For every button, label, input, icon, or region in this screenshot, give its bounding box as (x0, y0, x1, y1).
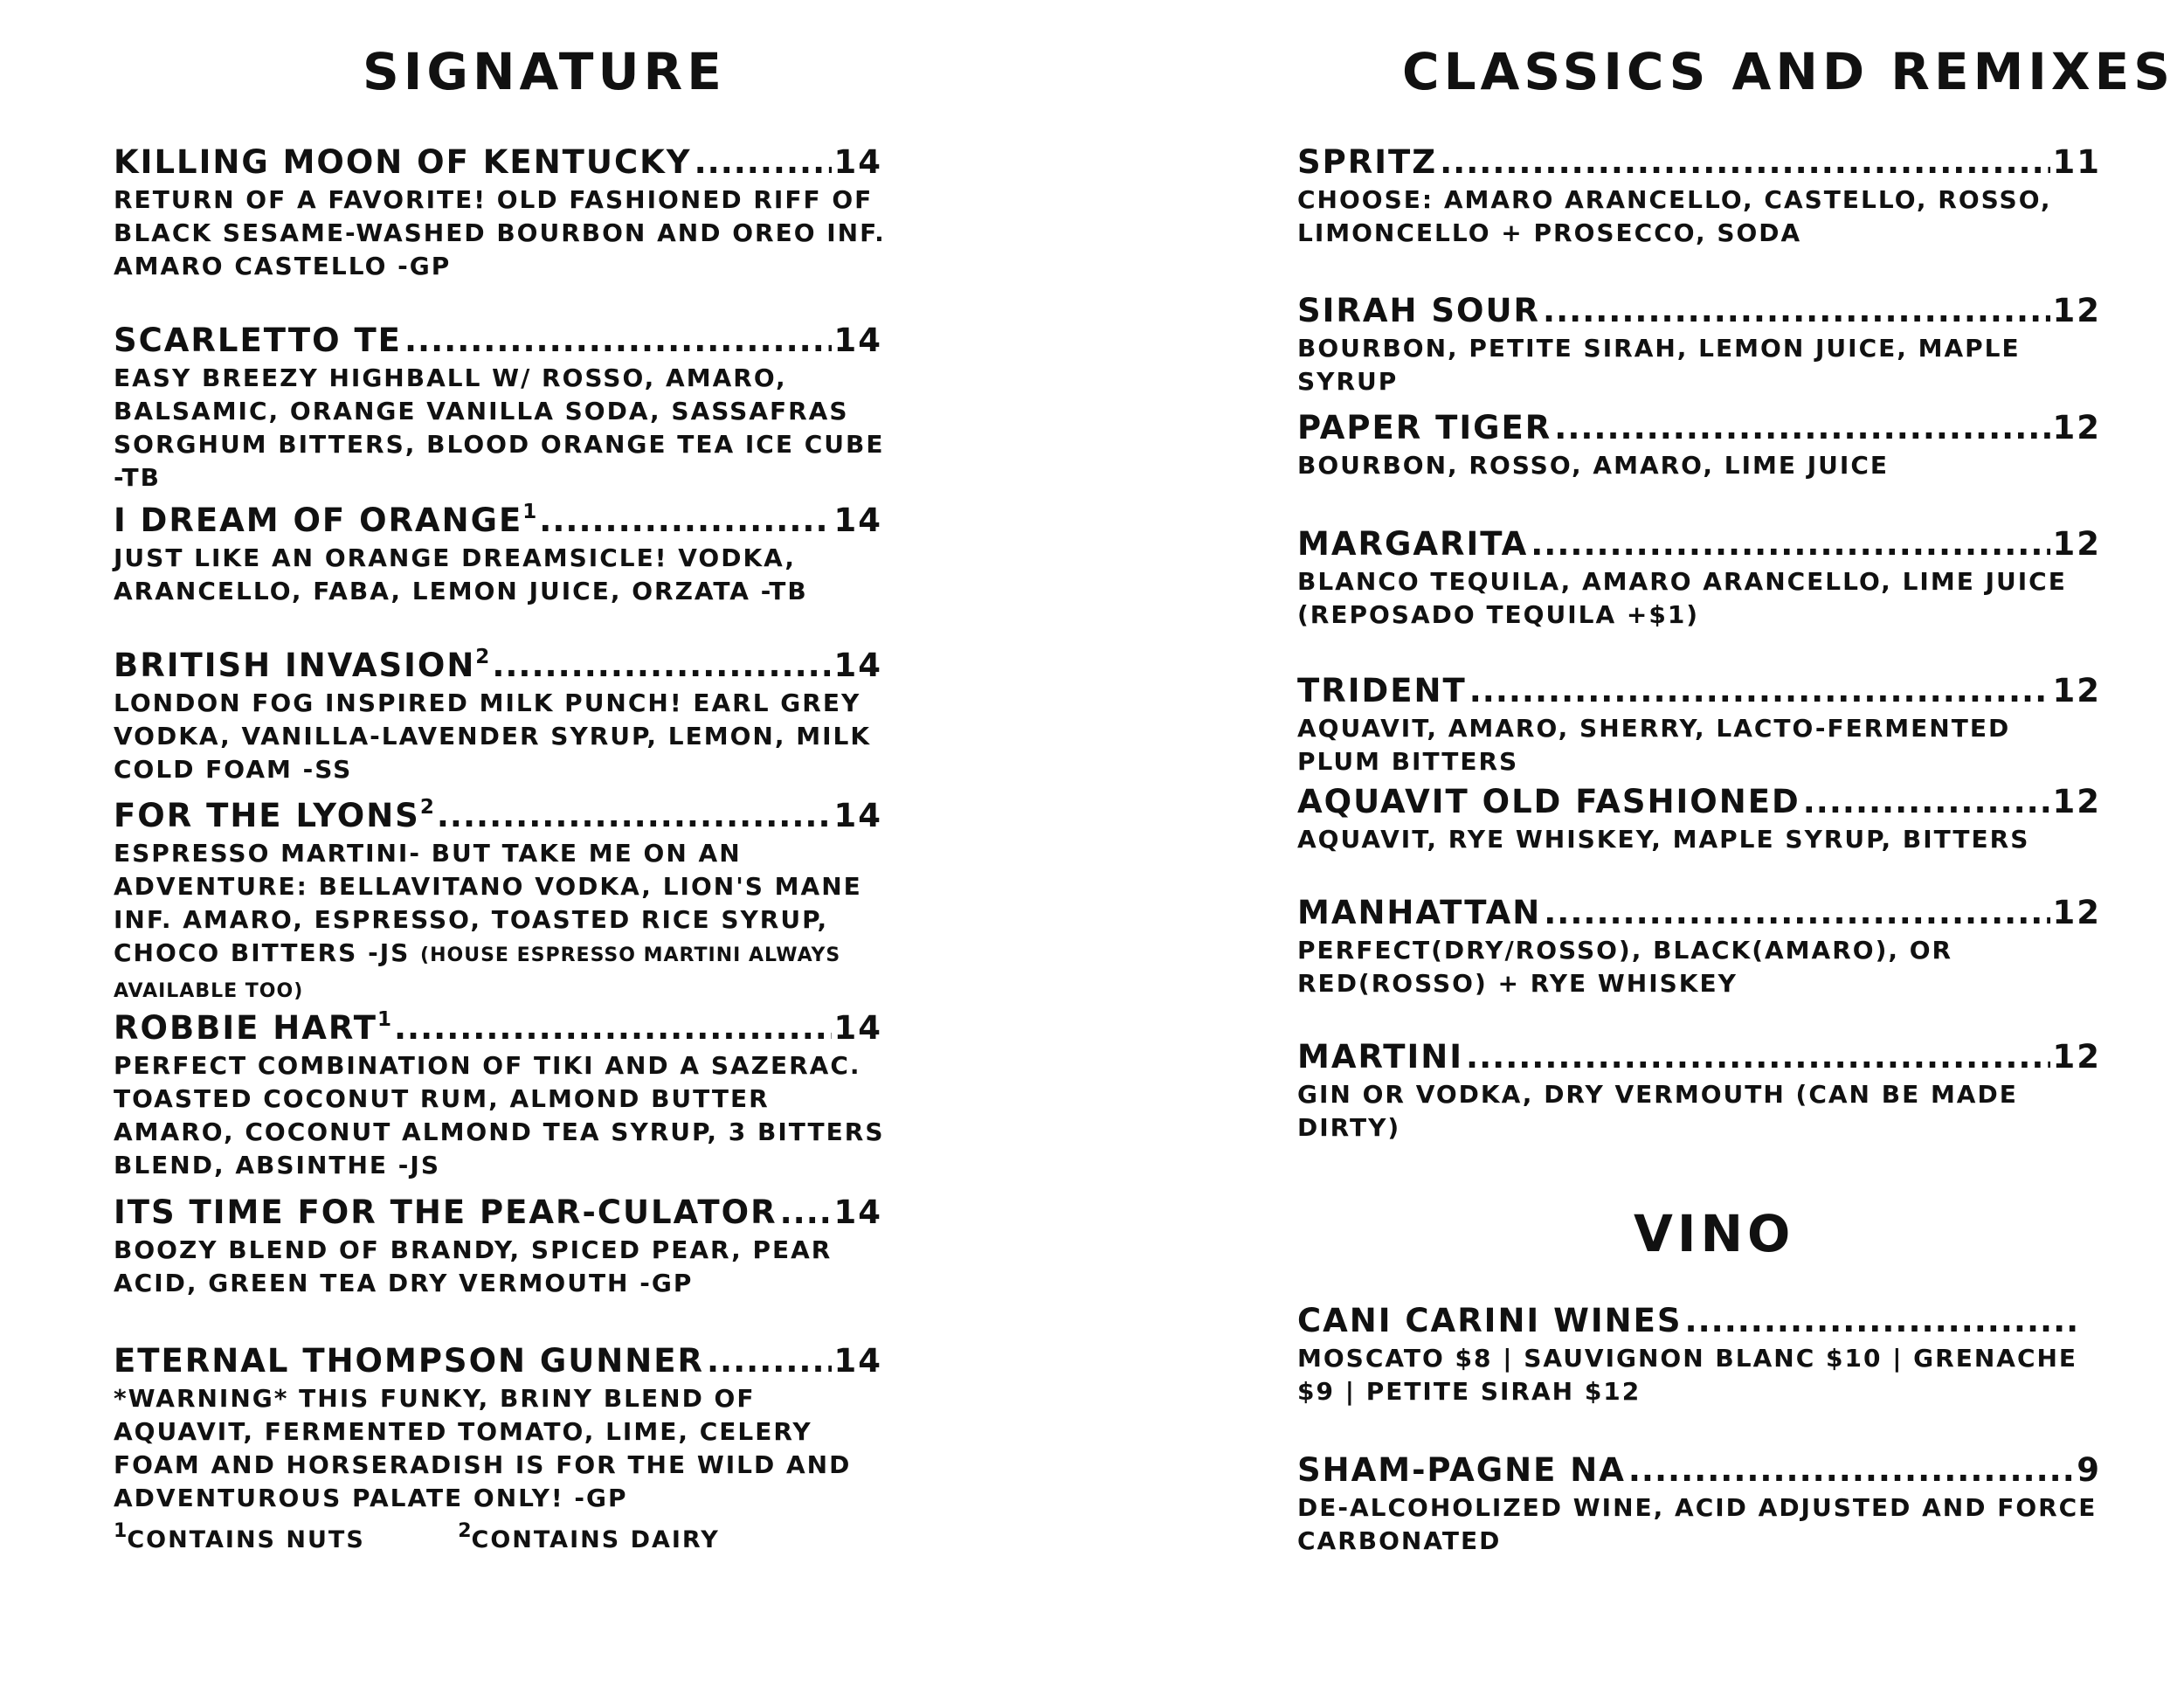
menu-item (1297, 1038, 2101, 1145)
item-heading (114, 143, 882, 182)
dot-leader (1466, 1038, 2049, 1076)
item-heading (1297, 1038, 2101, 1076)
item-description: BOURBON, PETITE SIRAH, LEMON JUICE, MAPLE SYRUP (1297, 334, 2021, 396)
item-name: SIRAH SOUR (1297, 292, 1541, 329)
item-description: AQUAVIT, RYE WHISKEY, MAPLE SYRUP, BITTERS (1297, 825, 2030, 854)
item-heading (1297, 894, 2101, 932)
dot-leader (394, 1009, 832, 1048)
dot-leader (492, 647, 831, 685)
dot-leader (780, 1193, 832, 1232)
item-note: (HOUSE ESPRESSO MARTINI ALWAYS AVAILABLE TOO) (114, 944, 841, 1002)
footnote-nuts: $^1$CONTAINS NUTS (114, 1520, 365, 1553)
item-price: 14 (833, 1193, 882, 1231)
item-price: 12 (2052, 409, 2101, 446)
menu-item (1297, 525, 2101, 632)
item-description: PERFECT COMBINATION OF TIKI AND A SAZERAC. TOASTED COCONUT RUM, ALMOND BUTTER AMARO, COCONUT ALMOND TEA SYRUP, 3 BITTERS BLEND, ABSINTHE -JS (114, 1051, 885, 1180)
dot-leader (1531, 525, 2049, 564)
item-description: LONDON FOG INSPIRED MILK PUNCH! EARL GREY VODKA, VANILLA-LAVENDER SYRUP, LEMON, MILK COLD FOAM -SS (114, 688, 872, 784)
item-price: 14 (833, 1342, 882, 1380)
item-heading (114, 1342, 882, 1380)
footnote-marker: 1 (377, 1008, 391, 1031)
item-price: 14 (833, 502, 882, 539)
item-name: TRIDENT (1297, 672, 1467, 709)
item-price: 14 (833, 797, 882, 834)
dot-leader (1543, 292, 2049, 330)
menu-item (1297, 1302, 2079, 1408)
item-description: *WARNING* THIS FUNKY, BRINY BLEND OF AQUAVIT, FERMENTED TOMATO, LIME, CELERY FOAM AND HORSERADISH IS FOR THE WILD AND ADVENTUROUS PALATE ONLY! -GP (114, 1384, 852, 1512)
item-description: ESPRESSO MARTINI- BUT TAKE ME ON AN ADVENTURE: BELLAVITANO VODKA, LION'S MANE INF. AMARO, ESPRESSO, TOASTED RICE SYRUP, CHOCO BITTERS -JS (HOUSE ESPRESSO MARTINI ALWAYS AVAILABLE TOO) (114, 839, 862, 1002)
item-name: SCARLETTO TE (114, 322, 402, 359)
menu-item (114, 502, 882, 608)
footnotes (114, 1520, 720, 1553)
item-heading (1297, 1451, 2101, 1490)
item-description: MOSCATO $8 | SAUVIGNON BLANC $10 | GRENACHE $9 | PETITE SIRAH $12 (1297, 1344, 2078, 1406)
dot-leader (1803, 783, 2050, 821)
item-price: 12 (2052, 292, 2101, 329)
classics-title: CLASSICS AND REMIXES (1402, 42, 2174, 101)
item-description: DE-ALCOHOLIZED WINE, ACID ADJUSTED AND FORCE CARBONATED (1297, 1493, 2098, 1555)
dot-leader (695, 143, 832, 182)
item-name: PAPER TIGER (1297, 409, 1552, 446)
item-price: 12 (2052, 525, 2101, 563)
dot-leader (1544, 894, 2049, 932)
item-heading (1297, 143, 2101, 182)
item-heading (1297, 292, 2101, 330)
item-description: BOOZY BLEND OF BRANDY, SPICED PEAR, PEAR ACID, GREEN TEA DRY VERMOUTH -GP (114, 1235, 833, 1297)
item-price: 12 (2052, 894, 2101, 931)
item-name: SHAM-PAGNE NA (1297, 1451, 1626, 1489)
item-name: ROBBIE HART$^1$ (114, 1008, 391, 1047)
item-description: GIN OR VODKA, DRY VERMOUTH (CAN BE MADE DIRTY) (1297, 1080, 2018, 1142)
footnote-marker: 2 (475, 646, 490, 668)
menu-item (114, 797, 882, 1008)
menu-item (1297, 1451, 2101, 1558)
menu-item (1297, 409, 2101, 482)
item-heading (1297, 1302, 2079, 1340)
item-name: AQUAVIT OLD FASHIONED (1297, 783, 1800, 820)
dot-leader (437, 797, 832, 835)
menu-item (114, 1193, 882, 1300)
item-description: JUST LIKE AN ORANGE DREAMSICLE! VODKA, ARANCELLO, FABA, LEMON JUICE, ORZATA -TB (114, 543, 808, 605)
dot-leader (539, 502, 831, 540)
item-price: 14 (833, 1009, 882, 1047)
menu-item (1297, 292, 2101, 398)
item-price: 9 (2077, 1451, 2101, 1489)
dot-leader (1440, 143, 2049, 182)
item-name: BRITISH INVASION$^2$ (114, 646, 490, 684)
dot-leader (707, 1342, 832, 1380)
vino-title: VINO (1634, 1204, 1795, 1263)
item-description: BOURBON, ROSSO, AMARO, LIME JUICE (1297, 451, 1889, 480)
menu-item (1297, 143, 2101, 250)
menu-item (1297, 894, 2101, 1000)
dot-leader (1685, 1302, 2077, 1340)
item-price: 14 (833, 143, 882, 181)
item-name: MANHATTAN (1297, 894, 1542, 931)
dot-leader (1554, 409, 2049, 447)
item-name: MARTINI (1297, 1038, 1464, 1076)
dot-leader (1628, 1451, 2074, 1490)
item-heading (114, 647, 882, 685)
item-heading (114, 322, 882, 360)
item-name: CANI CARINI WINES (1297, 1302, 1683, 1339)
dot-leader (404, 322, 832, 360)
item-name: MARGARITA (1297, 525, 1529, 563)
item-price: 12 (2052, 1038, 2101, 1076)
item-description: RETURN OF A FAVORITE! OLD FASHIONED RIFF OF BLACK SESAME-WASHED BOURBON AND OREO INF. AMARO CASTELLO -GP (114, 185, 886, 280)
item-name: ETERNAL THOMPSON GUNNER (114, 1342, 704, 1380)
item-price: 14 (833, 647, 882, 684)
item-price: 12 (2052, 672, 2101, 709)
item-heading (114, 797, 882, 835)
signature-title: SIGNATURE (363, 42, 726, 101)
item-heading (1297, 672, 2101, 710)
item-heading (1297, 783, 2101, 821)
item-description: BLANCO TEQUILA, AMARO ARANCELLO, LIME JUICE (REPOSADO TEQUILA +$1) (1297, 567, 2067, 629)
menu-item (114, 647, 882, 786)
menu-item (1297, 783, 2101, 856)
menu-item (114, 1008, 885, 1182)
menu-item (114, 143, 886, 283)
footnote-marker: 2 (419, 796, 434, 819)
item-heading (1297, 409, 2101, 447)
item-heading (114, 502, 882, 540)
item-description: CHOOSE: AMARO ARANCELLO, CASTELLO, ROSSO, LIMONCELLO + PROSECCO, SODA (1297, 185, 2052, 247)
menu-item (1297, 672, 2101, 778)
menu-item (114, 322, 885, 495)
footnote-marker: 1 (522, 501, 537, 523)
item-description: AQUAVIT, AMARO, SHERRY, LACTO-FERMENTED PLUM BITTERS (1297, 714, 2011, 776)
item-heading (114, 1193, 882, 1232)
item-price: 11 (2052, 143, 2101, 181)
item-price: 12 (2052, 783, 2101, 820)
item-name: ITS TIME FOR THE PEAR-CULATOR (114, 1193, 778, 1231)
menu-item (114, 1342, 882, 1515)
item-name: I DREAM OF ORANGE$^1$ (114, 501, 537, 539)
item-heading (114, 1009, 882, 1048)
item-description: EASY BREEZY HIGHBALL W/ ROSSO, AMARO, BALSAMIC, ORANGE VANILLA SODA, SASSAFRAS SORGHUM BITTERS, BLOOD ORANGE TEA ICE CUBE -TB (114, 363, 885, 492)
dot-leader (1469, 672, 2050, 710)
item-name: KILLING MOON OF KENTUCKY (114, 143, 692, 181)
item-name: FOR THE LYONS$^2$ (114, 796, 434, 834)
item-description: PERFECT(DRY/ROSSO), BLACK(AMARO), OR RED(ROSSO) + RYE WHISKEY (1297, 936, 1953, 998)
footnote-dairy: $^2$CONTAINS DAIRY (458, 1520, 720, 1553)
item-price: 14 (833, 322, 882, 359)
item-name: SPRITZ (1297, 143, 1438, 181)
item-heading (1297, 525, 2101, 564)
